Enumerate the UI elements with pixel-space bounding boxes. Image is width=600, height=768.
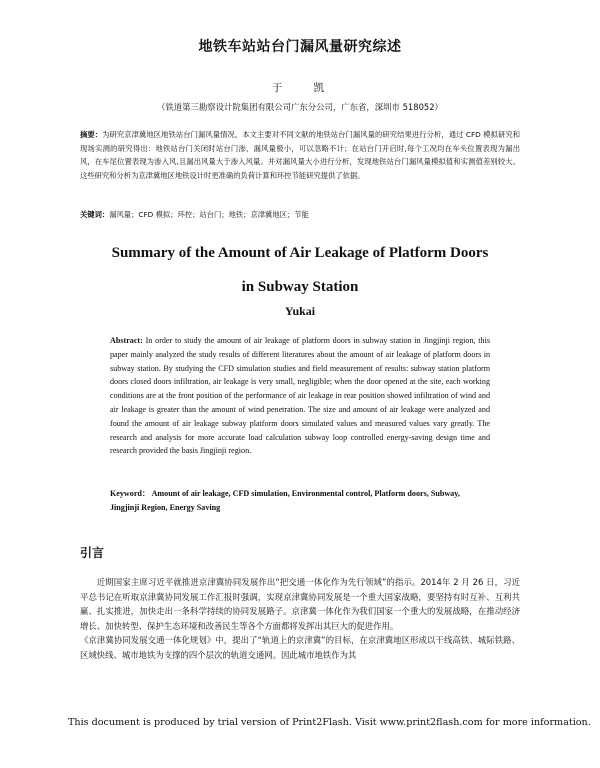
trial-watermark-footer: This document is produced by trial version of Print2Flash. Visit www.print2flash.com for more information. bbox=[68, 717, 591, 728]
paper-title-en bbox=[0, 240, 600, 300]
abstract-cn-label: 摘要： bbox=[80, 130, 103, 139]
paper-title-en-line2: in Subway Station bbox=[241, 279, 359, 295]
author-cn: 于 凯 bbox=[271, 82, 339, 94]
body-text bbox=[80, 575, 520, 662]
abstract-cn bbox=[80, 128, 520, 182]
abstract-cn-text: 为研究京津冀地区地铁站台门漏风量情况，本文主要对不同文献的地铁站台门漏风量的研究结果进行分析，通过 CFD 模拟研究和现场实测的研究得出：地铁站台门关闭时站台门渗、漏风量极小，可以忽略不计；在站台门开启时,每个工况均在车头位置表现为漏出风，在车尾位置表现为渗入风,且漏出风量大于渗入风量。并对漏风量大小进行分析，发现地铁站台门漏风量模拟值和实测值差别较大。这些研究和分析为京津冀地区地铁设计时更准确的负荷计算和环控节能研究提供了依据。 bbox=[80, 130, 520, 180]
body-paragraph-2: 《京津冀协同发展交通一体化规划》中，提出了“轨道上的京津冀”的目标，在京津冀地区形成以干线高铁、城际铁路、区域快线、城市地铁为支撑的四个层次的轨道交通网。因此城市地铁作为其 bbox=[80, 635, 520, 660]
abstract-en-label: Abstract: bbox=[110, 336, 143, 345]
keywords-cn-label: 关键词： bbox=[80, 210, 110, 219]
affiliation-cn: （铁道第三勘察设计院集团有限公司广东分公司，广东省，深圳市 518052） bbox=[157, 102, 443, 112]
author-en: Yukai bbox=[284, 304, 316, 318]
keywords-cn bbox=[80, 210, 520, 220]
body-paragraph-1: 近期国家主席习近平就推进京津冀协同发展作出“把交通一体化作为先行领域”的指示。2014年 2 月 26 日，习近平总书记在听取京津冀协同发展工作汇报时强调，实现京津冀协同发展是一个重大国家战略，要坚持有时互补、互利共赢、扎实推进，加快走出一条科学持续的协同发展路子。京津冀一体化作为我们国家一个重大的发展战略，在推动经济增长、加快转型、保护生态环境和改善民生等各个方面都将发挥出其巨大的促进作用。 bbox=[80, 577, 520, 631]
paper-title-en-line1: Summary of the Amount of Air Leakage of Platform Doors bbox=[111, 245, 489, 261]
keywords-en-label: Keyword： bbox=[110, 489, 151, 498]
paper-title-cn: 地铁车站站台门漏风量研究综述 bbox=[198, 39, 402, 55]
abstract-en bbox=[110, 334, 490, 458]
keywords-cn-text: 漏风量；CFD 模拟；环控；站台门；地铁；京津冀地区；节能 bbox=[109, 210, 309, 219]
keywords-en bbox=[110, 487, 490, 515]
abstract-en-text: In order to study the amount of air leakage of platform doors in subway station in Jingjinji region, this paper mainly analyzed the study results of different literatures about the amount of air leakage of platform doors in subway station. By studying the CFD simulation studies and field measurement of results: subway station platform doors closed doors infiltration, air leakage is very small, negligible; when the door opened at the site, each working conditions are at the front position of the performance of air leakage in rear position showed infiltration of wind and air leakage is greater than the amount of wind penetration. The size and amount of air leakage were analyzed and found the amount of air leakage subway platform doors simulated values and measured values vary greatly. The research and analysis for more accurate load calculation subway loop controlled energy-saving design time and research provided the basis Jingjinji region. bbox=[110, 336, 490, 456]
keywords-en-text: Amount of air leakage, CFD simulation, Environmental control, Platform doors, Subway, Jingjinji Region, Energy Saving bbox=[110, 489, 460, 512]
section-heading: 引言 bbox=[80, 546, 105, 560]
